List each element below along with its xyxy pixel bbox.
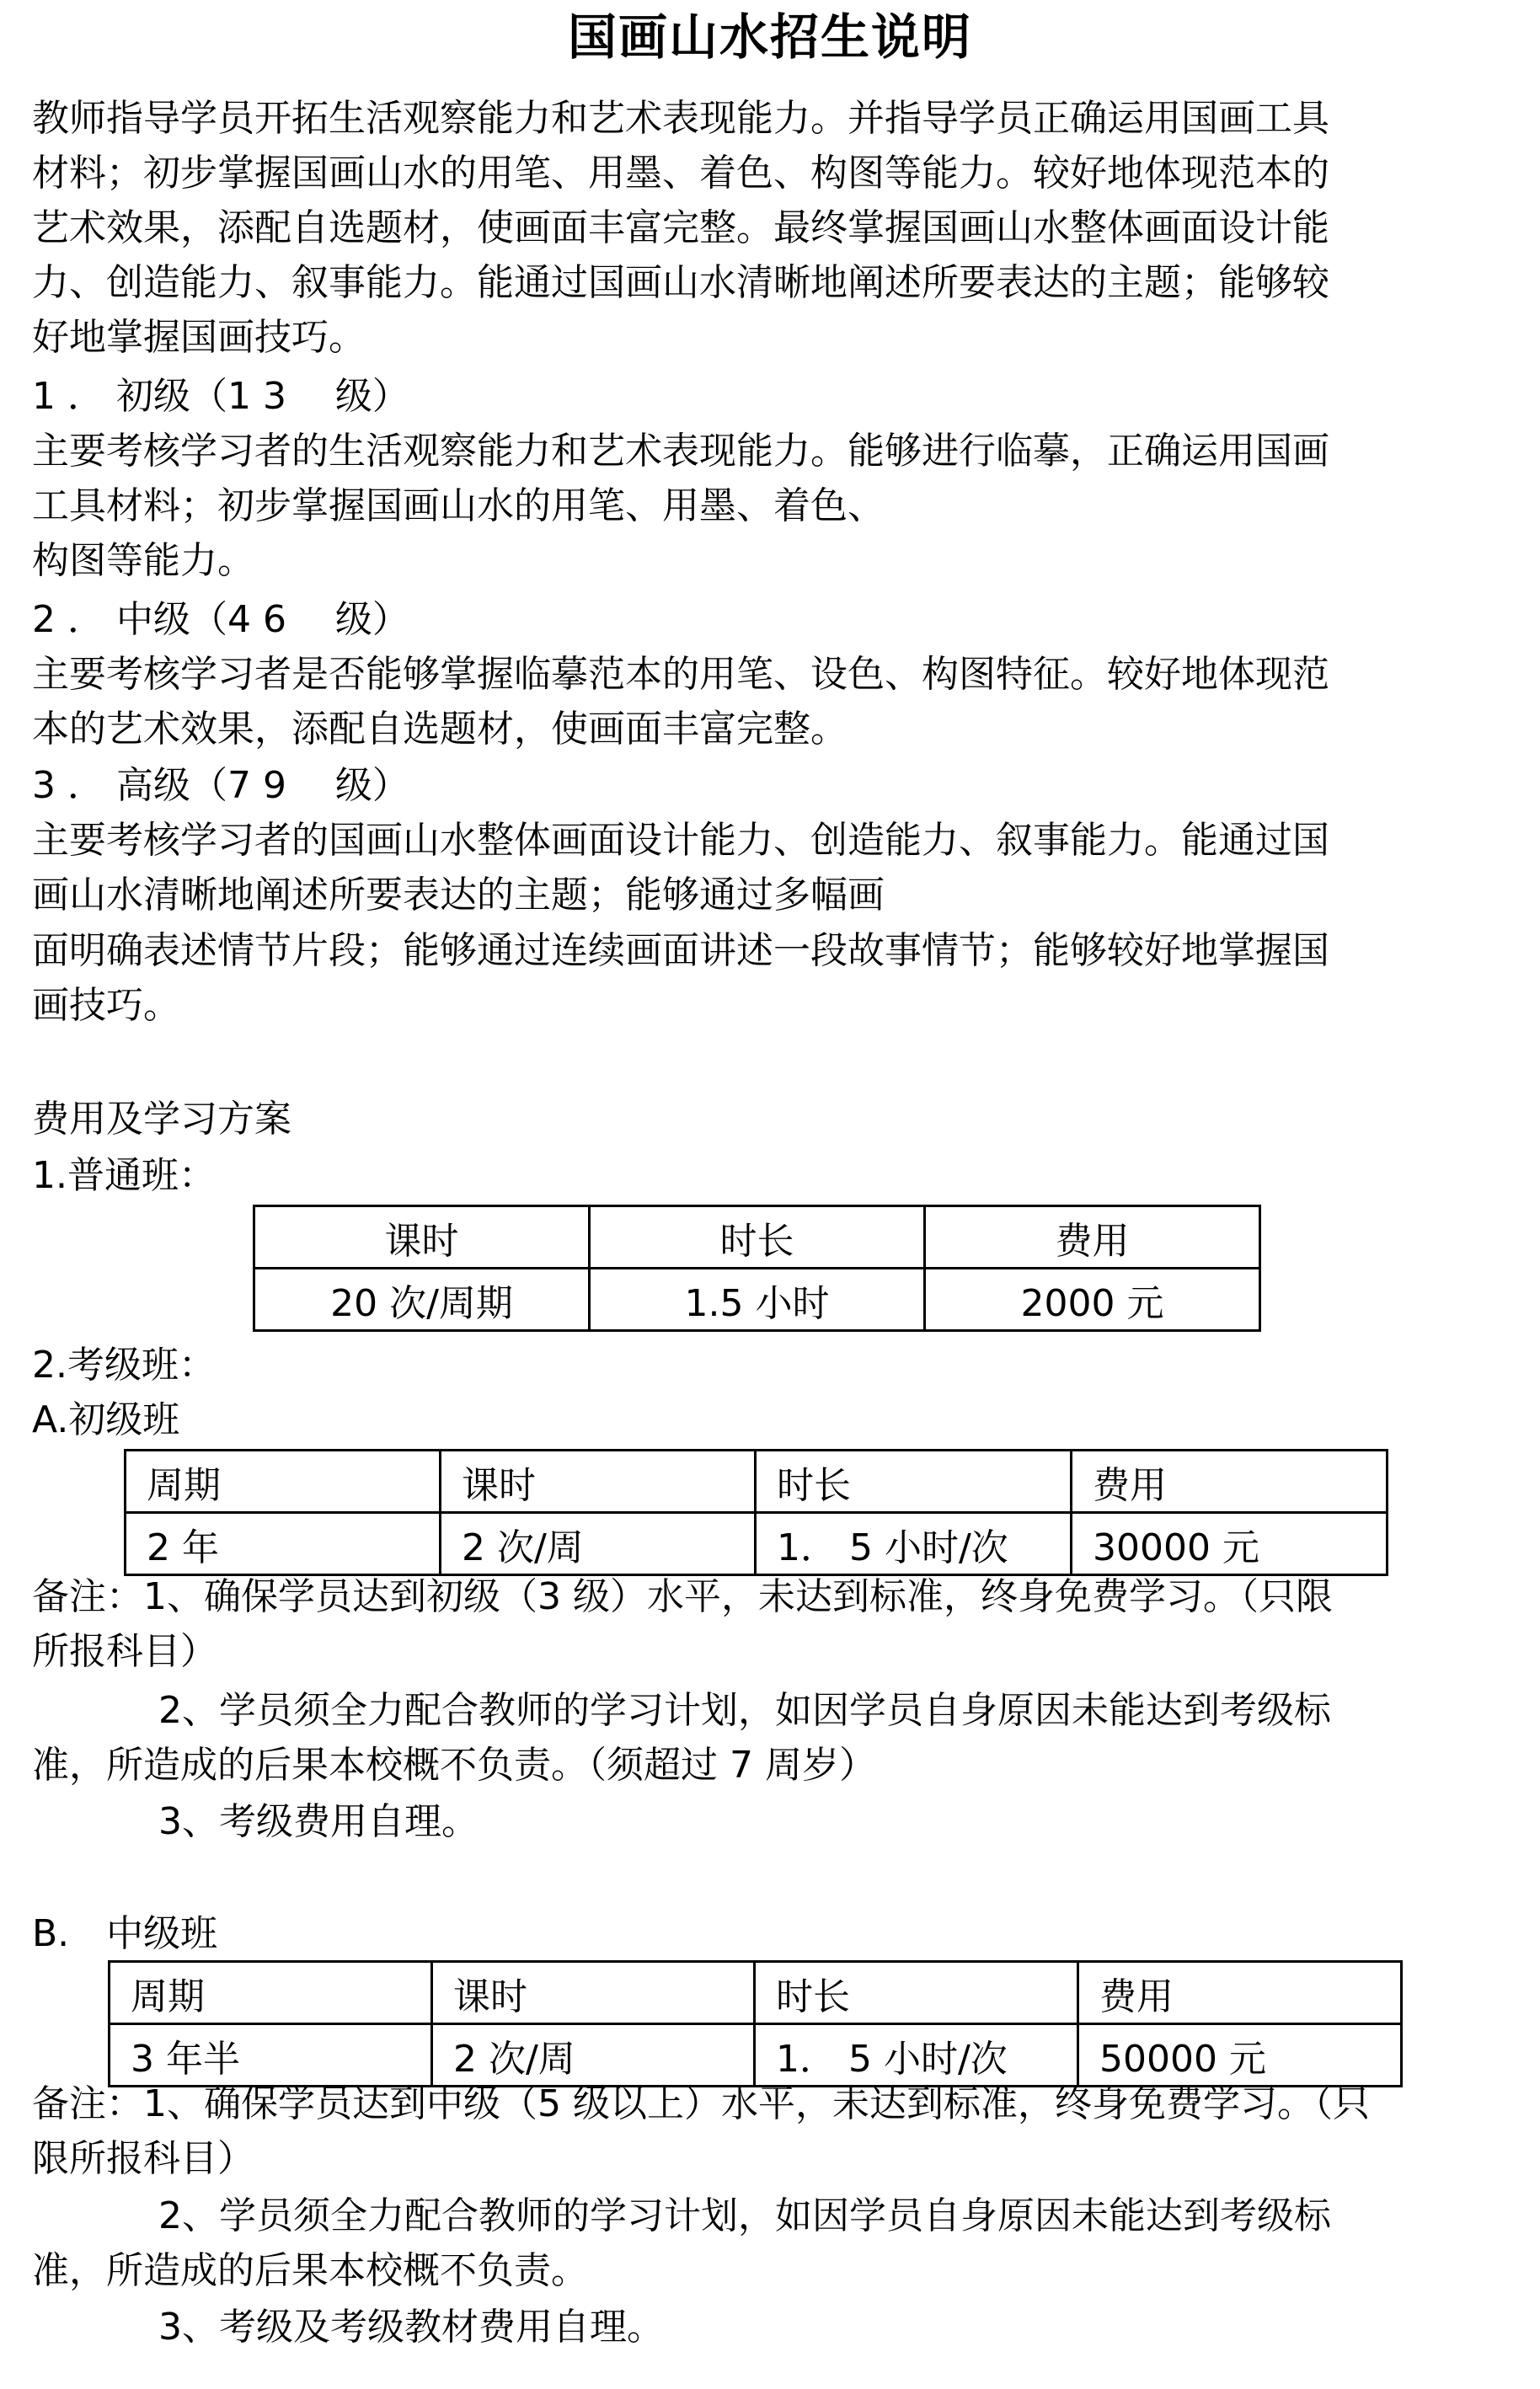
- level-description-line: 构图等能力。: [32, 539, 254, 582]
- beginner-note-line: 备注：1、确保学员达到初级（3 级）水平，未达到标准，终身免费学习。（只限: [32, 1575, 1333, 1618]
- table-header-cell: 时长: [755, 1962, 1078, 2024]
- level-heading-beginner: 1 ． 初级（1 3 级）: [32, 375, 409, 418]
- beginner-note-line: 2、学员须全力配合教师的学习计划，如因学员自身原因未能达到考级标: [158, 1689, 1331, 1732]
- level-description-line: 画技巧。: [32, 984, 180, 1027]
- intermediate-note-line: 准，所造成的后果本校概不负责。: [32, 2249, 588, 2292]
- intro-line: 好地掌握国画技巧。: [32, 316, 366, 359]
- table-cell: 3 年半: [110, 2024, 432, 2087]
- table-header-cell: 周期: [126, 1451, 441, 1513]
- fees-heading: 费用及学习方案: [32, 1098, 291, 1141]
- document-title: 国画山水招生说明: [567, 8, 972, 66]
- intro-line: 材料；初步掌握国画山水的用笔、用墨、着色、构图等能力。较好地体现范本的: [32, 152, 1329, 195]
- table-row: [254, 1269, 1260, 1331]
- intermediate-note-line: 限所报科目）: [32, 2137, 254, 2180]
- level-description-line: 主要考核学习者的生活观察能力和艺术表现能力。能够进行临摹，正确运用国画: [32, 430, 1329, 473]
- level-heading-intermediate: 2 ． 中级（4 6 级）: [32, 598, 409, 641]
- table-cell: 1． 5 小时/次: [755, 2024, 1078, 2087]
- table-header-row: [110, 1962, 1402, 2024]
- table-cell: 2 次/周: [441, 1513, 756, 1575]
- table-header-row: [254, 1206, 1260, 1269]
- table-cell: 30000 元: [1072, 1513, 1388, 1575]
- table-cell: 1． 5 小时/次: [756, 1513, 1072, 1575]
- beginner-note-line: 所报科目）: [32, 1630, 217, 1673]
- beginner-note-line: 3、考级费用自理。: [158, 1800, 479, 1843]
- level-description-line: 面明确表述情节片段；能够通过连续画面讲述一段故事情节；能够较好地掌握国: [32, 929, 1329, 972]
- intermediate-note-line: 备注：1、确保学员达到中级（5 级以上）水平，未达到标准，终身免费学习。（只: [32, 2082, 1370, 2125]
- level-description-line: 主要考核学习者的国画山水整体画面设计能力、创造能力、叙事能力。能通过国: [32, 819, 1329, 862]
- table-cell: 2 年: [126, 1513, 441, 1575]
- table-header-cell: 时长: [590, 1206, 925, 1269]
- table-cell: 20 次/周期: [254, 1269, 590, 1331]
- regular-class-label: 1.普通班：: [32, 1154, 216, 1197]
- table-header-cell: 费用: [1078, 1962, 1402, 2024]
- table-header-cell: 课时: [254, 1206, 590, 1269]
- level-description-line: 画山水清晰地阐述所要表达的主题；能够通过多幅画: [32, 874, 885, 917]
- intro-line: 艺术效果，添配自选题材，使画面丰富完整。最终掌握国画山水整体画面设计能: [32, 206, 1329, 249]
- table-cell: 1.5 小时: [590, 1269, 925, 1331]
- table-row: [110, 2024, 1402, 2087]
- table-header-cell: 课时: [432, 1962, 755, 2024]
- table-header-cell: 周期: [110, 1962, 432, 2024]
- table-header-cell: 费用: [925, 1206, 1260, 1269]
- level-description-line: 本的艺术效果，添配自选题材，使画面丰富完整。: [32, 708, 848, 751]
- table-row: [126, 1513, 1388, 1575]
- table-cell: 2 次/周: [432, 2024, 755, 2087]
- intro-line: 力、创造能力、叙事能力。能通过国画山水清晰地阐述所要表达的主题；能够较: [32, 261, 1329, 304]
- intermediate-class-label: B. 中级班: [32, 1912, 218, 1955]
- exam-class-label: 2.考级班：: [32, 1344, 216, 1387]
- intermediate-note-line: 3、考级及考级教材费用自理。: [158, 2306, 664, 2349]
- intro-line: 教师指导学员开拓生活观察能力和艺术表现能力。并指导学员正确运用国画工具: [32, 97, 1329, 140]
- beginner-class-table: [124, 1449, 1388, 1576]
- beginner-class-label: A.初级班: [32, 1398, 180, 1441]
- intermediate-class-table: [108, 1960, 1403, 2087]
- beginner-note-line: 准，所造成的后果本校概不负责。（须超过 7 周岁）: [32, 1744, 876, 1787]
- table-header-row: [126, 1451, 1388, 1513]
- table-header-cell: 课时: [441, 1451, 756, 1513]
- level-description-line: 工具材料；初步掌握国画山水的用笔、用墨、着色、: [32, 484, 885, 527]
- table-cell: 2000 元: [925, 1269, 1260, 1331]
- intermediate-note-line: 2、学员须全力配合教师的学习计划，如因学员自身原因未能达到考级标: [158, 2194, 1331, 2237]
- table-cell: 50000 元: [1078, 2024, 1402, 2087]
- regular-class-table: [253, 1205, 1261, 1332]
- level-heading-advanced: 3 ． 高级（7 9 级）: [32, 764, 409, 807]
- table-header-cell: 时长: [756, 1451, 1072, 1513]
- level-description-line: 主要考核学习者是否能够掌握临摹范本的用笔、设色、构图特征。较好地体现范: [32, 653, 1329, 696]
- table-header-cell: 费用: [1072, 1451, 1388, 1513]
